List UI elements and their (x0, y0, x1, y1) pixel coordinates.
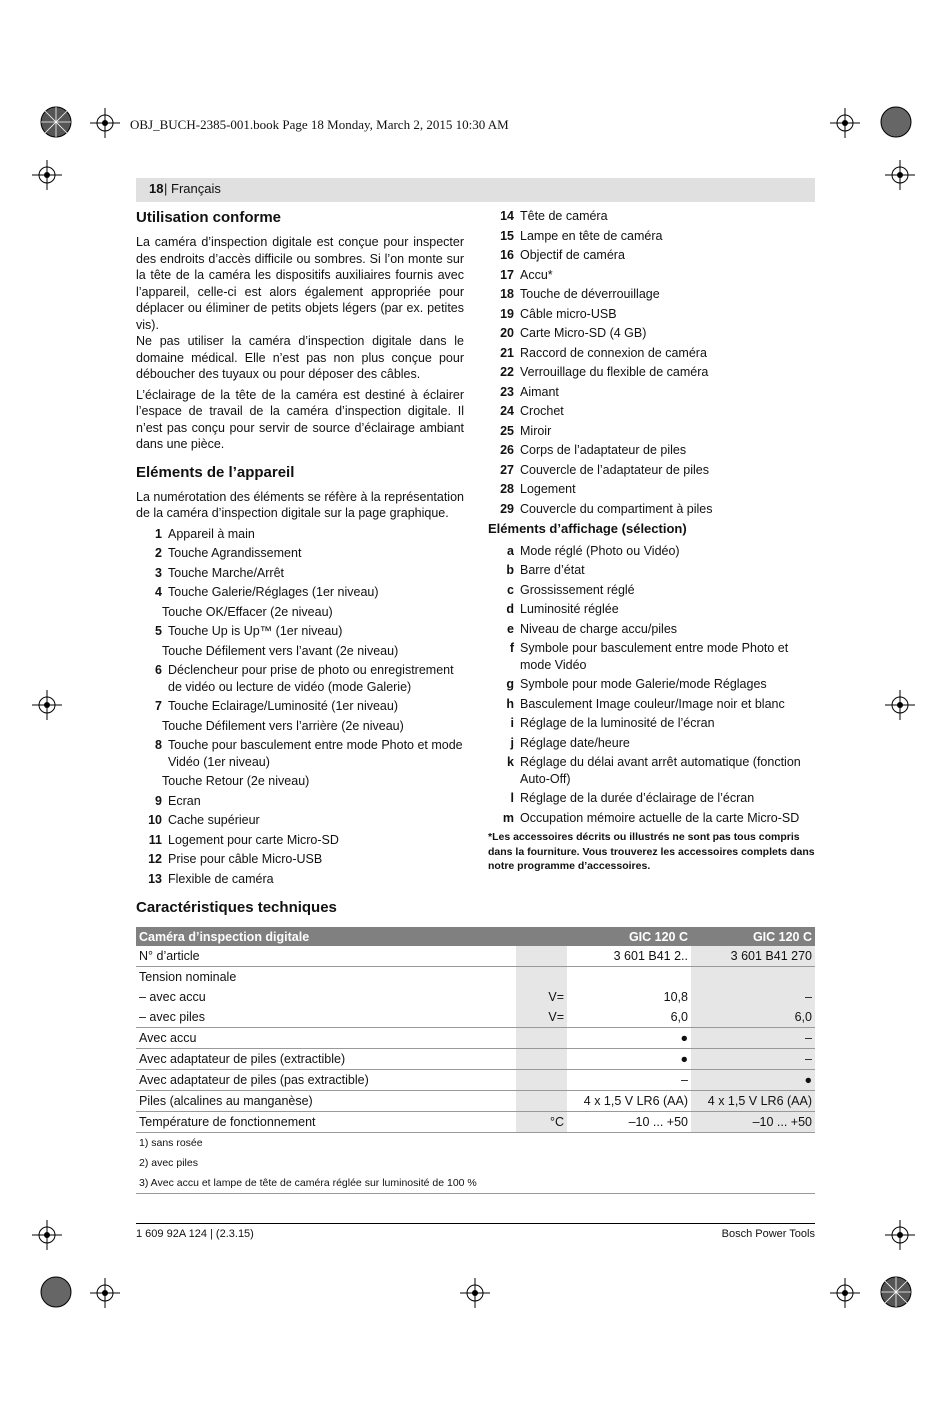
item-label: Raccord de connexion de caméra (520, 345, 707, 360)
table-row (136, 967, 815, 988)
table-cell-label: – avec piles (136, 1007, 516, 1028)
item-label: Logement pour carte Micro-SD (168, 832, 339, 847)
list-item (136, 871, 464, 888)
list-item (488, 208, 818, 225)
item-label: Appareil à main (168, 526, 255, 541)
footer-document-number: 1 609 92A 124 | (2.3.15) (136, 1228, 254, 1240)
list-item (136, 773, 464, 790)
table-cell-v2: – (691, 987, 815, 1007)
list-item (136, 832, 464, 849)
list-item (136, 812, 464, 829)
table-cell-v2: ● (691, 1070, 815, 1091)
table-cell-v1: – (567, 1070, 691, 1091)
item-number: e (507, 621, 514, 636)
table-cell-unit (516, 946, 567, 967)
table-cell-v2: 4 x 1,5 V LR6 (AA) (691, 1091, 815, 1112)
table-row (136, 1070, 815, 1091)
item-label: Objectif de caméra (520, 248, 625, 262)
item-label: Mode réglé (Photo ou Vidéo) (520, 543, 680, 558)
table-row (136, 1028, 815, 1049)
item-label: Corps de l’adaptateur de piles (520, 443, 687, 457)
item-label: Verrouillage du flexible de caméra (520, 365, 709, 379)
registration-mark-bottom-right (880, 1276, 912, 1308)
table-cell-label: – avec accu (139, 990, 206, 1004)
header-col1: GIC 120 C (567, 927, 691, 946)
crosshair-mark-bottom-right (830, 1278, 860, 1308)
table-header-row (136, 927, 815, 946)
list-item (488, 384, 818, 401)
item-number: 20 (500, 326, 514, 340)
list-item (136, 737, 464, 770)
item-label: Couvercle du compartiment à piles (520, 501, 713, 516)
table-cell-unit: °C (516, 1112, 567, 1133)
table-cell-unit (516, 1070, 567, 1091)
item-label: Touche pour basculement entre mode Photo et mode Vidéo (1er niveau) (168, 738, 463, 769)
footnote-row (136, 1133, 815, 1154)
item-label: Touche Eclairage/Luminosité (1er niveau) (168, 699, 398, 713)
item-label: Aimant (520, 384, 559, 399)
crosshair-mark-top-center-left (90, 108, 120, 138)
page-language: Français (171, 181, 221, 196)
table-cell-label: Température de fonctionnement (136, 1112, 516, 1133)
list-item (488, 442, 818, 459)
item-number: 13 (148, 871, 162, 886)
table-cell-v1: ● (567, 1049, 691, 1070)
item-number: 9 (155, 793, 162, 808)
item-number: c (507, 582, 514, 597)
intended-use-paragraph-2: Ne pas utiliser la caméra d’inspection digitale dans le domaine médical. Elle n’est pas non plus conçue pour déboucher des tuyaux ou pour déposer des câbles. (136, 334, 464, 381)
list-item (488, 364, 818, 381)
display-elements-title: Eléments d’affichage (sélection) (488, 521, 687, 536)
item-label: Touche OK/Effacer (2e niveau) (162, 604, 333, 619)
crosshair-mark-upper-right (885, 160, 915, 190)
list-item (136, 718, 464, 735)
list-item (488, 790, 818, 807)
crosshair-mark-mid-left (32, 690, 62, 720)
intended-use-paragraph-1: La caméra d’inspection digitale est conçue pour inspecter des endroits d’accès difficile ou sombres. Si l’on monte sur la tête de la caméra les dispositifs auxiliaires fournis avec l’appareil, celle-ci est alors également appropriée pour déplacer ou éliminer de petits objets légers (par ex. petites vis). (136, 235, 464, 332)
footnote: 3) Avec accu et lampe de tête de caméra réglée sur luminosité de 100 % (136, 1173, 815, 1194)
list-item (136, 793, 464, 810)
list-item (488, 640, 818, 673)
table-cell-unit: V= (516, 987, 567, 1007)
list-item (136, 643, 464, 660)
device-elements-list-continued (488, 208, 818, 517)
page-number: 18 (149, 181, 164, 196)
list-item (488, 423, 818, 440)
footnote: 1) sans rosée (139, 1137, 203, 1149)
item-number: m (502, 810, 514, 825)
item-number: 10 (148, 813, 162, 827)
item-number: a (507, 543, 514, 558)
list-item (488, 481, 818, 498)
list-item (488, 676, 818, 693)
table-cell-v1: –10 ... +50 (567, 1112, 691, 1133)
item-label: Carte Micro-SD (4 GB) (520, 326, 647, 340)
table-cell-unit: V= (516, 1007, 567, 1028)
table-cell-v1: 3 601 B41 2.. (567, 946, 691, 967)
item-number: 28 (500, 482, 514, 496)
table-cell-unit (516, 1091, 567, 1112)
table-cell-label: Piles (alcalines au manganèse) (136, 1091, 516, 1112)
table-cell-label: Avec adaptateur de piles (extractible) (136, 1049, 516, 1070)
list-item (136, 698, 464, 715)
table-cell-v1: 10,8 (663, 990, 688, 1004)
item-number: 11 (148, 832, 162, 847)
footer-rule (136, 1223, 815, 1224)
registration-mark-top-left (40, 106, 72, 138)
table-row (136, 946, 815, 967)
item-number: 1 (155, 526, 162, 541)
accessories-note: *Les accessoires décrits ou illustrés ne sont pas tous compris dans la fourniture. Vous trouverez les accessoires complets dans notre programme d’accessoires. (488, 831, 815, 872)
table-cell-v1: 6,0 (567, 1007, 691, 1028)
list-item (136, 623, 464, 640)
item-label: Niveau de charge accu/piles (520, 621, 678, 636)
item-number: 23 (500, 384, 514, 399)
item-number: 8 (155, 738, 162, 752)
item-label: Déclencheur pour prise de photo ou enregistrement de vidéo ou lecture de vidéo (mode Galerie) (168, 663, 454, 694)
list-item (488, 267, 818, 284)
item-label: Grossissement réglé (520, 582, 635, 597)
header-label: Caméra d’inspection digitale (136, 927, 516, 946)
list-item (488, 621, 818, 638)
table-cell-v1 (567, 967, 691, 988)
header-unit (516, 927, 567, 946)
item-label: Miroir (520, 423, 552, 438)
item-number: i (510, 716, 514, 730)
item-label: Lampe en tête de caméra (520, 228, 663, 243)
intended-use-paragraph-3: L’éclairage de la tête de la caméra est destiné à éclairer l’espace de travail de la caméra d’inspection digitale. Il n’est pas conçu pour servir de source d’éclairage ambiant dans une pièce. (136, 387, 464, 451)
item-label: Ecran (168, 793, 201, 808)
crosshair-mark-mid-right (885, 690, 915, 720)
item-number: 24 (500, 404, 514, 418)
item-number: 7 (155, 699, 162, 713)
item-label: Accu* (520, 267, 553, 282)
section-title-device-elements: Eléments de l’appareil (136, 463, 295, 481)
crosshair-mark-lower-left (32, 1220, 62, 1250)
item-number: 25 (500, 423, 514, 438)
item-number: f (509, 641, 514, 655)
item-number: 19 (500, 306, 514, 321)
item-label: Câble micro-USB (520, 306, 617, 321)
item-label: Touche Défilement vers l’arrière (2e niveau) (162, 718, 404, 733)
table-cell-unit (516, 967, 567, 988)
item-label: Réglage de la durée d’éclairage de l’écran (520, 791, 755, 805)
item-label: Touche Défilement vers l’avant (2e niveau) (162, 643, 399, 658)
technical-data-table (136, 927, 815, 1194)
item-number: l (510, 791, 514, 805)
item-label: Réglage de la luminosité de l’écran (520, 716, 715, 730)
list-item (488, 228, 818, 245)
table-cell-label: Tension nominale (139, 970, 237, 984)
list-item (488, 754, 818, 787)
page-header-bar (136, 178, 815, 202)
list-item (488, 462, 818, 479)
table-cell-v2 (691, 967, 815, 988)
table-row (136, 987, 815, 1007)
item-label: Tête de caméra (520, 209, 608, 223)
table-row (136, 1112, 815, 1133)
footnote-row (136, 1153, 815, 1173)
table-row (136, 1007, 815, 1028)
crosshair-mark-lower-right (885, 1220, 915, 1250)
item-label: Touche de déverrouillage (520, 287, 660, 301)
list-item (136, 851, 464, 868)
list-item (136, 662, 464, 695)
item-label: Cache supérieur (168, 813, 260, 827)
list-item (488, 306, 818, 323)
table-cell-label: N° d’article (136, 946, 516, 967)
display-elements-list (488, 543, 818, 827)
item-label: Couvercle de l’adaptateur de piles (520, 462, 710, 477)
item-label: Réglage date/heure (520, 735, 630, 750)
item-number: 18 (500, 287, 514, 301)
item-number: 22 (500, 365, 514, 379)
item-number: 27 (500, 462, 514, 477)
list-item (136, 565, 464, 582)
print-info-line: OBJ_BUCH-2385-001.book Page 18 Monday, March 2, 2015 10:30 AM (130, 117, 509, 132)
item-label: Réglage du délai avant arrêt automatique (fonction Auto-Off) (520, 755, 801, 786)
list-item (488, 403, 818, 420)
item-label: Flexible de caméra (168, 871, 274, 886)
item-label: Touche Galerie/Réglages (1er niveau) (168, 585, 379, 599)
list-item (488, 601, 818, 618)
left-column (136, 208, 464, 890)
list-item (136, 526, 464, 543)
list-item (488, 286, 818, 303)
item-label: Symbole pour mode Galerie/mode Réglages (520, 677, 767, 691)
device-elements-intro: La numérotation des éléments se réfère à la représentation de la caméra d’inspection digitale sur la page graphique. (136, 489, 464, 520)
list-item (136, 604, 464, 621)
table-cell-unit (516, 1049, 567, 1070)
list-item (136, 545, 464, 562)
item-number: h (506, 696, 514, 711)
item-label: Occupation mémoire actuelle de la carte Micro-SD (520, 810, 800, 825)
item-number: 2 (155, 546, 162, 560)
right-column (488, 208, 818, 874)
item-number: b (506, 563, 514, 577)
list-item (488, 543, 818, 560)
item-number: 6 (155, 663, 162, 677)
registration-mark-top-right (880, 106, 912, 138)
header-col2: GIC 120 C (691, 927, 815, 946)
footer-brand: Bosch Power Tools (721, 1228, 815, 1240)
item-number: 14 (500, 209, 514, 223)
item-number: 16 (500, 248, 514, 262)
list-item (488, 810, 818, 827)
technical-data-body (136, 946, 815, 1194)
table-cell-v1: ● (567, 1028, 691, 1049)
item-number: 12 (148, 852, 162, 866)
table-cell-v2: – (691, 1028, 815, 1049)
item-label: Crochet (520, 404, 564, 418)
device-elements-list (136, 526, 464, 888)
item-label: Touche Up is Up™ (1er niveau) (168, 624, 343, 638)
footnote: 2) avec piles (139, 1157, 198, 1169)
table-cell-v2: –10 ... +50 (691, 1112, 815, 1133)
item-number: k (507, 755, 514, 769)
item-number: 4 (155, 585, 162, 599)
list-item (488, 696, 818, 713)
footnote-row (136, 1173, 815, 1194)
crosshair-mark-upper-left (32, 160, 62, 190)
table-row (136, 1049, 815, 1070)
list-item (488, 325, 818, 342)
table-cell-label: Avec adaptateur de piles (pas extractible) (136, 1070, 516, 1091)
item-number: 21 (500, 345, 514, 360)
crosshair-mark-top-center-right (830, 108, 860, 138)
table-row (136, 1091, 815, 1112)
table-cell-v2: 3 601 B41 270 (691, 946, 815, 967)
item-label: Touche Agrandissement (168, 546, 302, 560)
item-number: 29 (500, 501, 514, 516)
list-item (488, 562, 818, 579)
crosshair-mark-bottom-left (90, 1278, 120, 1308)
section-title-intended-use: Utilisation conforme (136, 209, 282, 226)
item-number: 17 (500, 267, 514, 282)
item-label: Barre d’état (520, 563, 585, 577)
table-cell-label: Avec accu (136, 1028, 516, 1049)
list-item (488, 735, 818, 752)
item-label: Luminosité réglée (520, 602, 619, 616)
crosshair-mark-bottom-center (460, 1278, 490, 1308)
list-item (488, 501, 818, 518)
table-cell-unit (516, 1028, 567, 1049)
item-number: 5 (155, 624, 162, 638)
list-item (488, 715, 818, 732)
table-cell-v1: 4 x 1,5 V LR6 (AA) (567, 1091, 691, 1112)
header-separator: | (164, 181, 168, 196)
item-label: Basculement Image couleur/Image noir et blanc (520, 696, 785, 711)
item-label: Touche Marche/Arrêt (168, 565, 285, 580)
list-item (136, 584, 464, 601)
registration-mark-bottom-left (40, 1276, 72, 1308)
table-cell-v2: – (691, 1049, 815, 1070)
item-label: Symbole pour basculement entre mode Photo et mode Vidéo (520, 641, 789, 672)
technical-data-title: Caractéristiques techniques (136, 899, 337, 916)
item-number: 15 (500, 228, 514, 243)
table-cell-v2: 6,0 (691, 1007, 815, 1028)
item-label: Logement (520, 482, 576, 496)
item-number: j (510, 735, 514, 750)
item-label: Touche Retour (2e niveau) (162, 774, 310, 788)
item-number: g (506, 677, 514, 691)
item-label: Prise pour câble Micro-USB (168, 852, 323, 866)
item-number: d (506, 602, 514, 616)
list-item (488, 345, 818, 362)
item-number: 3 (155, 565, 162, 580)
list-item (488, 582, 818, 599)
list-item (488, 247, 818, 264)
item-number: 26 (500, 443, 514, 457)
